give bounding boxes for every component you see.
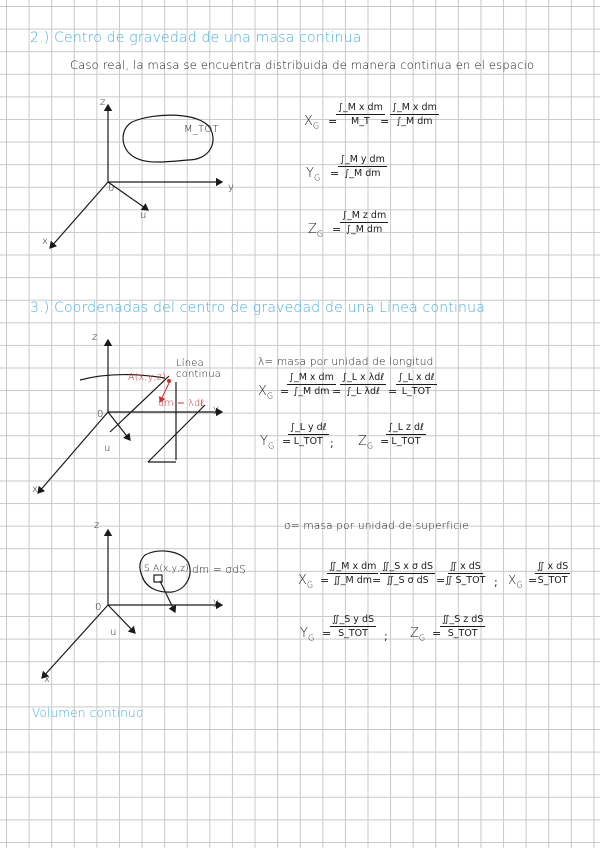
- s2-z-label: z: [100, 97, 106, 108]
- s4-xg2-eq: =: [528, 574, 538, 587]
- s3-origin-label: 0: [97, 409, 104, 420]
- s2-xg-frac2: $\frac{\text{∫\_M x dm}}{\text{∫\_M dm}}$: [392, 102, 437, 127]
- s4-xg-eq3: =: [436, 574, 446, 587]
- s3-zg-lhs: $Z_G$: [358, 434, 374, 451]
- s3-sep: ;: [330, 437, 334, 450]
- s4-xg-eq1: =: [320, 574, 330, 587]
- s2-zg-frac: $\frac{\text{∫\_M z dm}}{\text{∫\_M dm}}$: [342, 210, 387, 235]
- s4-u-label: u: [110, 627, 117, 638]
- s4-sep: ;: [384, 630, 388, 643]
- s2-xg-eq1: =: [328, 115, 338, 128]
- s2-zg-lhs: $Z_G$: [308, 222, 324, 239]
- s2-mass-label: M_TOT: [184, 124, 219, 135]
- s4-zg-eq: =: [432, 627, 442, 640]
- s2-yg-frac: $\frac{\text{∫\_M y dm}}{\text{∫\_M dm}}$: [340, 154, 385, 179]
- s3-xg-frac2: ∫_L x λdℓ ∫_L λdℓ: [342, 372, 385, 397]
- s3-curve-label-2: continua: [176, 369, 222, 380]
- s3-yg-frac: ∫_L y dℓ L_TOT: [290, 422, 327, 447]
- s3-u-label: u: [104, 443, 111, 454]
- s3-dm-label: dm = λdℓ: [158, 398, 204, 409]
- s4-xg-eq2: =: [372, 574, 382, 587]
- s4-point-label: S A(x,y,z): [144, 564, 189, 574]
- s3-xg-lhs: $X_G$: [258, 384, 274, 401]
- s4-yg-eq: =: [322, 627, 332, 640]
- s4-xg-lhs: $X_G$: [298, 573, 314, 590]
- s4-yg-lhs: $Y_G$: [300, 626, 315, 643]
- s3-x-axis: [38, 412, 108, 493]
- s4-xg-sep: ;: [494, 576, 498, 589]
- s3-x-label: x: [32, 484, 39, 495]
- s3-yg-lhs: $Y_G$: [260, 434, 275, 451]
- s3-xg-frac3: ∫_L x dℓ L_TOT: [398, 372, 435, 397]
- s4-xg-frac1: $\frac{\text{∬\_M x dm}}{\text{∬\_M dm}}$: [329, 561, 377, 586]
- s2-u-label: u: [140, 210, 147, 221]
- s3-xg-frac1: $\frac{\text{∫\_M x dm}}{\text{∫\_M dm}}$: [289, 372, 334, 397]
- s4-origin-label: 0: [95, 602, 102, 613]
- s2-y-label: y: [228, 182, 235, 193]
- s3-curve-label-1: Línea: [176, 358, 204, 369]
- s3-xg-eq1: =: [280, 385, 290, 398]
- s3-zg-eq: =: [380, 435, 390, 448]
- s4-zg-lhs: $Z_G$: [410, 626, 426, 643]
- s2-yg-lhs: $Y_G$: [306, 166, 321, 183]
- s3-xg-eq3: =: [388, 385, 398, 398]
- s4-yg-frac: ∬_S y dS S_TOT: [332, 614, 374, 639]
- s2-zg-eq: =: [332, 223, 342, 236]
- s4-xg-frac4: ∬ x dS S_TOT: [537, 561, 569, 586]
- s3-yg-eq: =: [282, 435, 292, 448]
- s4-z-label: z: [94, 520, 100, 531]
- s3-point-A: [167, 379, 171, 383]
- s2-yg-eq: =: [330, 167, 340, 180]
- s4-sigma-def: σ= masa por unidad de superficie: [284, 520, 469, 532]
- s4-normal-arrow: [160, 581, 175, 612]
- s2-x-label: x: [42, 236, 49, 247]
- s3-point-label: A(x,y,z): [128, 372, 166, 383]
- s4-zg-frac: ∬_S z dS S_TOT: [442, 614, 484, 639]
- s2-x-axis: [50, 182, 108, 248]
- s4-x-label: x: [44, 674, 51, 685]
- s3-y-label: y: [213, 404, 220, 415]
- s4-dS-square: [154, 575, 162, 582]
- s2-mass-blob: [123, 115, 213, 162]
- s2-origin-label: 0: [108, 183, 115, 194]
- s3-zg-frac: ∫_L z dℓ L_TOT: [388, 422, 424, 447]
- s4-xg-frac3: ∬ x dS ∬ S_TOT: [445, 561, 486, 586]
- s2-xg-eq2: =: [380, 115, 390, 128]
- s2-xg-lhs: $X_G$: [304, 114, 320, 131]
- s4-xg-frac2: $\frac{\text{∬\_S x σ dS}}{\text{∬\_S σ dS}}$: [382, 561, 434, 586]
- s2-xg-frac1: $\frac{\text{∫\_M x dm}}{M\_T}$: [338, 102, 383, 127]
- s3-z-label: z: [92, 332, 98, 343]
- s4-xg2-lhs: $X_G$: [508, 573, 523, 590]
- s4-x-axis: [42, 605, 108, 678]
- s4-y-label: y: [213, 597, 220, 608]
- s3-lambda-def: λ= masa por unidad de longitud: [258, 356, 434, 368]
- section-5-title: Volumen continuo: [32, 706, 144, 720]
- section-3-title: 3.) Coordenadas del centro de gravedad de una Línea continua: [30, 300, 485, 316]
- s3-xg-eq2: =: [332, 385, 342, 398]
- section-2-intro: Caso real, la masa se encuentra distribuida de manera continua en el espacio: [70, 58, 535, 72]
- s4-axes: [42, 530, 222, 678]
- section-2-title: 2.) Centro de gravedad de una masa continua: [30, 30, 362, 46]
- s4-dm-label: dm = σdS: [192, 564, 246, 576]
